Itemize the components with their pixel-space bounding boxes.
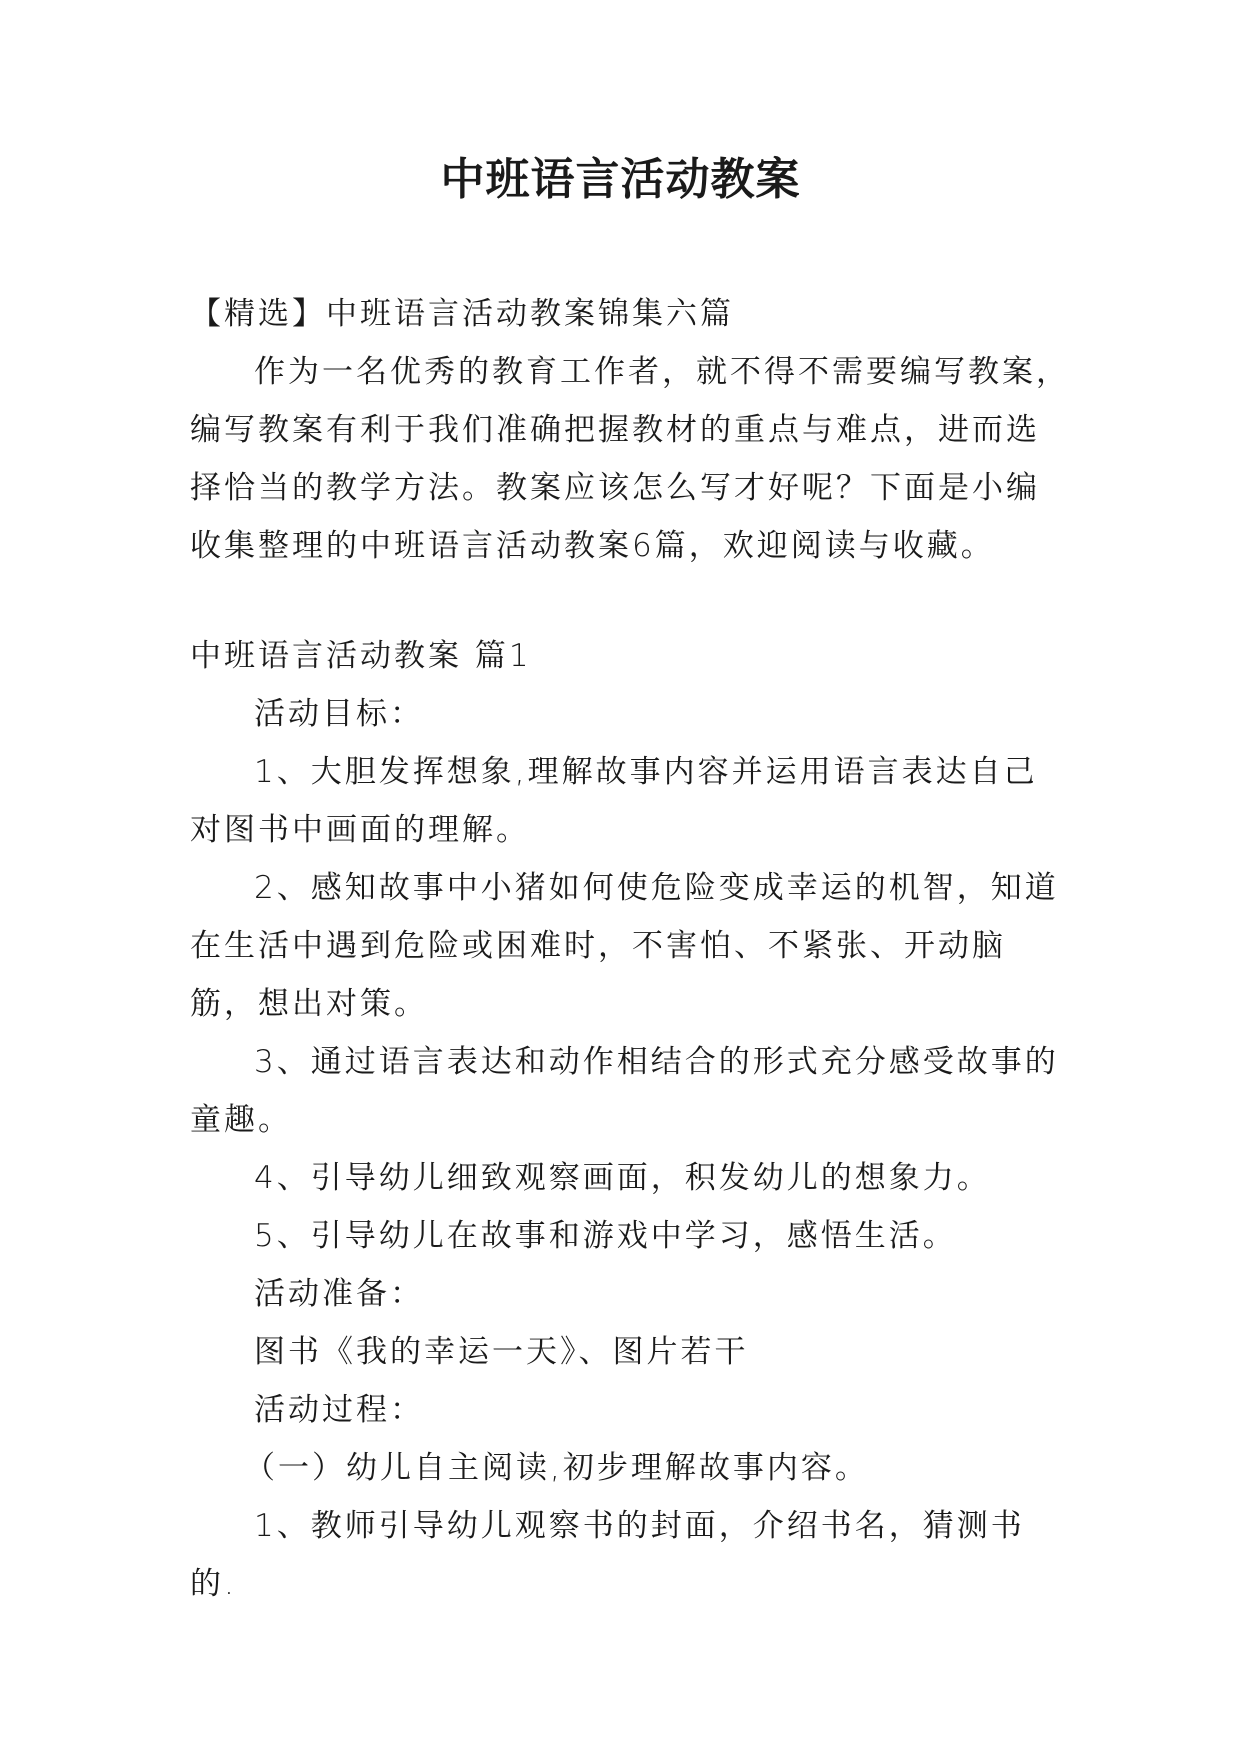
section-heading: 中班语言活动教案 篇1	[190, 638, 532, 674]
goal-item-5: 5、引导幼儿在故事和游戏中学习，感悟生活。	[254, 1218, 957, 1254]
goals-label: 活动目标：	[254, 696, 424, 732]
document-body	[190, 285, 1070, 1613]
prep-label: 活动准备：	[254, 1276, 424, 1312]
intro-paragraph: 作为一名优秀的教育工作者，就不得不需要编写教案，编写教案有利于我们准确把握教材的重点与难点，进而选择恰当的教学方法。教案应该怎么写才好呢？下面是小编收集整理的中班语言活动教案6篇，欢迎阅读与收藏。	[190, 354, 1070, 564]
document-title: 中班语言活动教案	[440, 154, 801, 205]
goal-item-3: 3、通过语言表达和动作相结合的形式充分感受故事的童趣。	[190, 1044, 1059, 1138]
prep-text: 图书《我的幸运一天》、图片若干	[254, 1334, 749, 1370]
subtitle: 【精选】中班语言活动教案锦集六篇	[190, 296, 734, 332]
process-item: 1、教师引导幼儿观察书的封面，介绍书名，猜测书的.	[190, 1508, 1025, 1602]
goal-item-2: 2、感知故事中小猪如何使危险变成幸运的机智，知道在生活中遇到危险或困难时，不害怕、不紧张、开动脑筋，想出对策。	[190, 870, 1059, 1022]
process-label: 活动过程：	[254, 1392, 424, 1428]
goal-item-1: 1、大胆发挥想象,理解故事内容并运用语言表达自己对图书中画面的理解。	[190, 754, 1038, 848]
process-step: （一）幼儿自主阅读,初步理解故事内容。	[244, 1450, 869, 1486]
goal-item-4: 4、引导幼儿细致观察画面，积发幼儿的想象力。	[254, 1160, 991, 1196]
